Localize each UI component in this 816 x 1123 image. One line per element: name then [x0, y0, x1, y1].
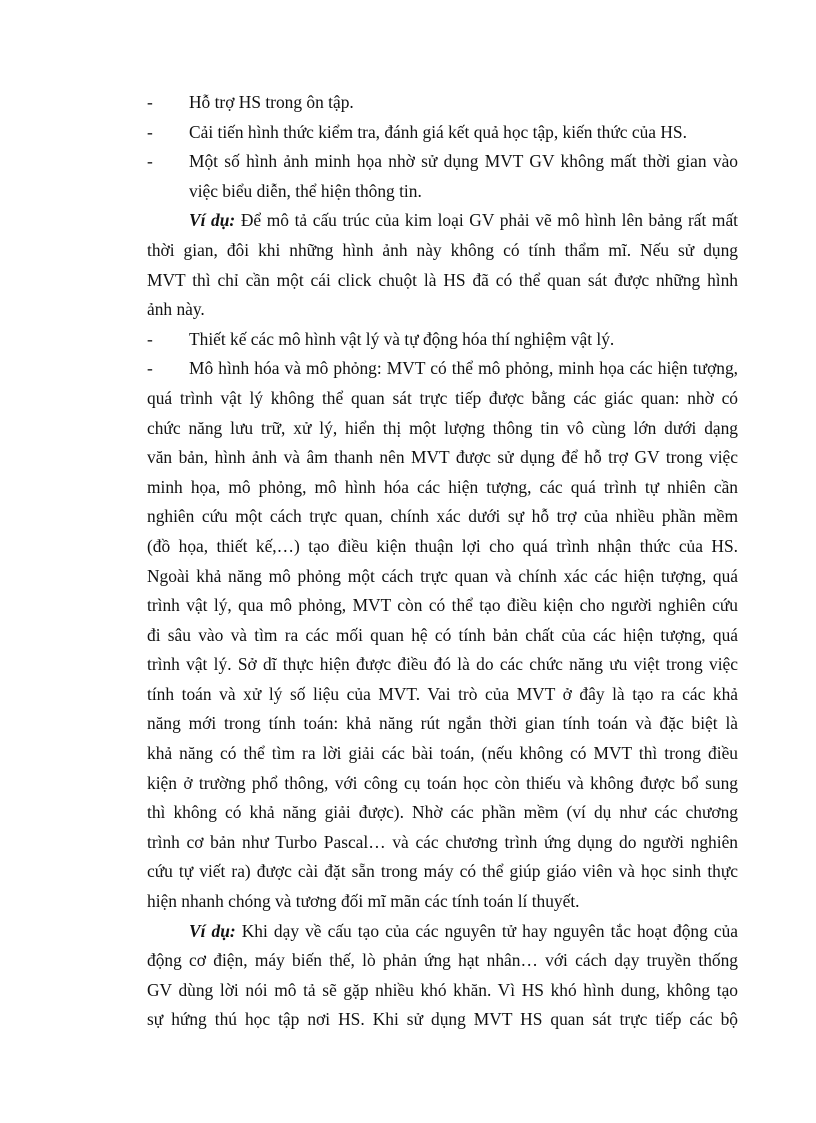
paragraph-line: chức năng lưu trữ, xử lý, hiển thị một lượng thông tin vô cùng lớn dưới dạng: [147, 417, 738, 438]
example-label: Ví dụ:: [189, 210, 236, 231]
paragraph-line: thời gian, đôi khi những hình ảnh này không có tính thẩm mĩ. Nếu sử dụng: [147, 239, 738, 260]
bullet-modeling: [147, 354, 738, 384]
paragraph-line: thì không có khả năng giải được). Nhờ các phần mềm (ví dụ như các chương: [147, 802, 738, 823]
bullet-review: [147, 88, 738, 118]
paragraph-line: năng mới trong tính toán: khả năng rút ngắn thời gian tính toán và đặc biệt là: [147, 713, 738, 734]
paragraph-line: Mô hình hóa và mô phỏng: MVT có thể mô phỏng, minh họa các hiện tượng,: [189, 358, 738, 379]
example-paragraph-2: [147, 917, 738, 947]
document-body: [147, 88, 738, 1035]
bullet-illustration-cont: [147, 177, 738, 207]
bullet-text: Thiết kế các mô hình vật lý và tự động hóa thí nghiệm vật lý.: [189, 328, 615, 349]
paragraph-line: quá trình vật lý không thể quan sát trực tiếp được bằng các giác quan: nhờ có: [147, 387, 738, 408]
paragraph-line: nghiên cứu một cách trực quan, chính xác dưới sự hỗ trợ của nhiều phần mềm: [147, 506, 738, 527]
paragraph-line: MVT thì chỉ cần một cái click chuột là HS đã có thể quan sát được những hình: [147, 269, 738, 290]
paragraph-line: trình cơ bản như Turbo Pascal… và các chương trình ứng dụng do người nghiên: [147, 831, 738, 852]
bullet-text-line: việc biểu diễn, thể hiện thông tin.: [189, 180, 422, 201]
bullet-text-line: Một số hình ảnh minh họa nhờ sử dụng MVT GV không mất thời gian vào: [189, 151, 738, 172]
paragraph-line: ảnh này.: [147, 299, 205, 320]
bullet-design: [147, 325, 738, 355]
bullet-illustration: [147, 147, 738, 177]
bullet-dash: -: [147, 121, 153, 142]
paragraph-line: minh họa, mô phỏng, mô hình hóa các hiện tượng, các quá trình tự nhiên cần: [147, 476, 738, 497]
paragraph-line: GV dùng lời nói mô tả sẽ gặp nhiều khó khăn. Vì HS khó hình dung, không tạo: [147, 979, 738, 1000]
bullet-dash: -: [147, 358, 153, 379]
paragraph-line: Khi dạy về cấu tạo của các nguyên tử hay nguyên tắc hoạt động của: [235, 920, 739, 941]
paragraph-line: trình vật lý. Sở dĩ thực hiện được điều đó là do các chức năng ưu việt trong việc: [147, 654, 738, 675]
paragraph-line: kiện ở trường phổ thông, với công cụ toán học còn thiếu và không được bổ sung: [147, 772, 738, 793]
bullet-assessment: [147, 118, 738, 148]
bullet-text: Cải tiến hình thức kiểm tra, đánh giá kết quả học tập, kiến thức của HS.: [189, 121, 687, 142]
paragraph-line: văn bản, hình ảnh và âm thanh nên MVT được sử dụng để hỗ trợ GV trong việc: [147, 447, 738, 468]
paragraph-line: (đồ họa, thiết kế,…) tạo điều kiện thuận lợi cho quá trình nhận thức của HS.: [147, 535, 738, 556]
example-paragraph-1: [147, 206, 738, 236]
paragraph-line: trình vật lý, qua mô phỏng, MVT còn có thể tạo điều kiện cho người nghiên cứu: [147, 595, 738, 616]
paragraph-line: hiện nhanh chóng và tương đối mĩ mãn các tính toán lí thuyết.: [147, 891, 580, 912]
paragraph-line: khả năng có thể tìm ra lời giải các bài toán, (nếu không có MVT thì trong điều: [147, 743, 738, 764]
example-label: Ví dụ:: [189, 920, 236, 941]
bullet-dash: -: [147, 92, 153, 112]
paragraph-line: cứu tự viết ra) được cài đặt sẵn trong máy có thể giúp giáo viên và học sinh thực: [147, 861, 738, 882]
paragraph-line: Ngoài khả năng mô phỏng một cách trực quan và chính xác các hiện tượng, quá: [147, 565, 738, 586]
paragraph-line: tính toán và xử lý số liệu của MVT. Vai trò của MVT ở đây là tạo ra các khả: [147, 683, 738, 704]
paragraph-line: sự hứng thú học tập nơi HS. Khi sử dụng MVT HS quan sát trực tiếp các bộ: [147, 1009, 738, 1030]
paragraph-line: động cơ điện, máy biến thế, lò phản ứng hạt nhân… với cách dạy truyền thống: [147, 950, 738, 971]
bullet-dash: -: [147, 151, 153, 172]
bullet-text: Hỗ trợ HS trong ôn tập.: [189, 92, 354, 112]
bullet-dash: -: [147, 328, 153, 349]
paragraph-line: đi sâu vào và tìm ra các mối quan hệ có tính bản chất của các hiện tượng, quá: [147, 624, 738, 645]
paragraph-line: Để mô tả cấu trúc của kim loại GV phải vẽ mô hình lên bảng rất mất: [235, 210, 739, 231]
